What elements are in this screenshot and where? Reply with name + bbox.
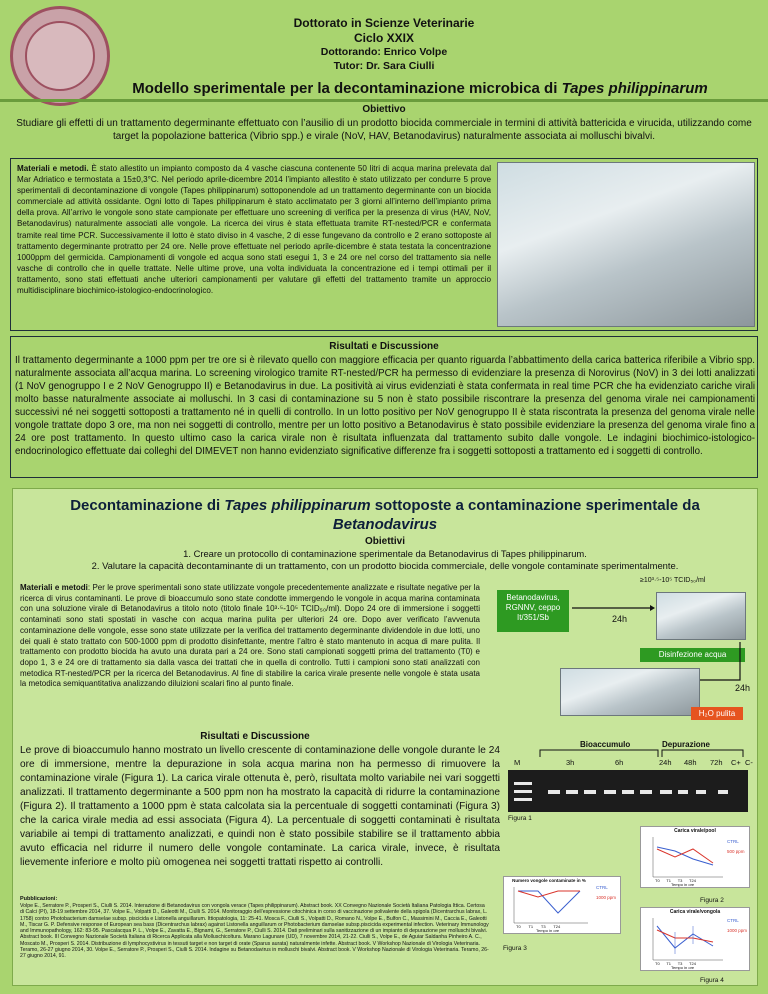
gel-brackets bbox=[538, 748, 748, 758]
results-heading: Risultati e Discussione bbox=[329, 341, 439, 352]
fig2-legend-ctrl: CTRL bbox=[727, 839, 739, 844]
bioaccumulation-photo bbox=[656, 592, 746, 640]
figure2-caption: Figura 2 bbox=[700, 897, 724, 904]
fig3-legend-ctrl: CTRL bbox=[596, 885, 608, 890]
objective-1: 1. Creare un protocollo di contaminazione sperimentale da Betanodavirus di Tapes philippinarum. bbox=[183, 548, 587, 559]
results2-text: Le prove di bioaccumulo hanno mostrato un livello crescente di contaminazione delle vongole durante le 24 ore di immersione, mentre la depurazione in sola acqua marina non ha permesso di rimuovere la contaminazione virale (Figura 1). La carica virale ottenuta è, però, risultata molto variabile nei vari soggetti analizzati. Il trattamento degerminante a 500 ppm non ha mostrato la capacità di ridurre la contaminazione (Figura 2). Il trattamento a 1000 ppm è stata calcolata sia la percentuale di soggetti contaminati (Figura 3) che la carica virale media ad essi associata (Figura 4). La percentuale di soggetti contaminati è risultata variabile ai tempi di trattamento analizzati, e quindi non è stato possibile stabilire se il trattamento abbia avuto efficacia nel ridurre il numero delle vongole contaminate. La carica virale, invece, è risultata lievemente inferiore e molto più omogenea nei soggetti trattati rispetto ai controlli. bbox=[20, 745, 500, 868]
refs-heading: Pubblicazioni: bbox=[20, 896, 58, 902]
virus-box: Betanodavirus, RGNNV, ceppo It/351/Sb bbox=[497, 590, 569, 632]
bioaccumulation-label: Bioaccumulo bbox=[580, 740, 631, 749]
fig4-xlabel: Tempo in ore bbox=[671, 965, 695, 970]
fig2-title: Carica virale/pool bbox=[674, 828, 716, 834]
titer-label: ≥10³·⁵-10⁵ TCID₅₀/ml bbox=[640, 577, 706, 584]
fig3-xlabel: Tempo in ore bbox=[536, 928, 560, 933]
tutor: Tutor: Dr. Sara Ciulli bbox=[333, 60, 435, 72]
step1-time: 24h bbox=[612, 614, 628, 624]
results-text: Il trattamento degerminante a 1000 ppm per tre ore si è rilevato quello con maggiore efficacia per quanto riguarda l’abbattimento della carica batterica riferibile a Vibrio spp. naturalmente associata all’acqua marina. Lo screening virologico tramite RT-nested/PCR ha permesso di evidenziare la presenza di Norovirus (NoV) in 3 dei lotti analizzati (1 NoV genogruppo I e 2 NoV Genogruppo II) e Betanodavirus in due. La positività ai virus evidenziati è stata confermata in real time PCR che ha evidenziato cariche virali molto basse naturalmente associate ai molluschi. In 3 casi di contaminazione su 5 non è stato possibile riscontrare la presenza del genoma virale nei campionamenti successivi né nei soggetti sottoposti a trattamento né in quelli di controllo. In un lotto positivo per NoV genogruppo II è stata riscontrata la presenza del genoma virale nelle vongole trattate dopo 3 ore, ma non nei soggetti di controllo, mentre per un lotto positivo a Betanodavirus è stato possibile evidenziare la presenza del genoma virale fino a 24 ore post trattamento. In questo ultimo caso la carica virale non è risultata influenzata dal trattamento subito dalle vongole. Le indagini biochimico-istologico-endocrinologico effettuate dai colleghi del DIMEVET non hanno evidenziato significative differenze fra i soggetti sottoposti a trattamento ed i soggetti di controllo. bbox=[15, 355, 755, 457]
fig4-x-ticks: T0 T1 T3 T24 bbox=[655, 961, 696, 966]
fig2-x-ticks: T0 T1 T3 T24 bbox=[655, 878, 696, 883]
divider bbox=[0, 99, 768, 102]
methods2-text: Materiali e metodi: Per le prove sperimentali sono state utilizzate vongole precedentemente analizzate e risultate negative per la ricerca di virus contaminanti. Le prove di bioaccumulo sono state condotte immergendo le vongole in acqua marina contaminata con una soluzione virale di Betanodavirus a titolo noto (titolo finale 10³·⁵-10⁵ TCID₅₀/ml). Dopo 24 ore di immersione i soggetti contaminati sono stati spostati in vasche con acqua marina pulita per ulteriori 24 ore. Dopo aver verificato l’avvenuta contaminazione delle vongole, esse sono state utilizzate per la verifica del trattamento degerminante dividendole in due lotti, uno dei quali è stato trattato con 500-1000 ppm di prodotto disinfettante, mentre l’altro è stato mantenuto in acqua di mare pulita. Il trattamento con prodotto biocida ha avuto una durata pari a 24 ore. Sono stati campionati soggetti prima del trattamento (T0) e dopo 1, 3 e 24 ore di trattamento sia dalla vasca dei trattati che in quella di controllo. Tutti i campioni sono stati analizzati con metodica RT-nested/PCR per la ricerca del Betanodavirus. Al fine di stabilire la carica virale presente nelle vongole è stata usata la metodica semiquantitativa analizzando diluizioni scalari fino al punto finale. bbox=[20, 583, 480, 689]
fig3-x-ticks: T0 T1 T3 T24 bbox=[516, 924, 561, 929]
fig3-legend-treated: 1000 ppm bbox=[596, 895, 617, 900]
lane-3h: 3h bbox=[566, 758, 575, 767]
fig4-title: Carica virale/vongola bbox=[669, 909, 721, 915]
figure1-caption: Figura 1 bbox=[508, 815, 532, 822]
disinfection-box: Disinfezione acqua bbox=[640, 648, 745, 662]
figure3-chart bbox=[503, 876, 621, 934]
fig4-legend-ctrl: CTRL bbox=[727, 918, 739, 923]
results-box bbox=[10, 336, 758, 478]
fig2-xlabel: Tempo in ore bbox=[671, 882, 695, 887]
fig3-title: Numero vongole contaminate in % bbox=[512, 878, 586, 883]
objectives-heading: Obiettivi bbox=[364, 536, 405, 547]
gel-lanes bbox=[506, 758, 756, 770]
fig4-legend-treated: 1000 ppm bbox=[727, 928, 748, 933]
figure2-chart bbox=[640, 826, 750, 888]
phd-student: Dottorando: Enrico Volpe bbox=[320, 46, 448, 58]
clean-water-label: H₂O pulita bbox=[691, 707, 743, 720]
clean-water-photo bbox=[560, 668, 700, 716]
cycle-label: Ciclo XXIX bbox=[353, 31, 415, 45]
lane-cpos: C+ bbox=[731, 758, 741, 767]
methods-box bbox=[10, 158, 758, 331]
objective-heading: Obiettivo bbox=[362, 104, 406, 115]
lane-48h: 48h bbox=[684, 758, 697, 767]
lane-24h: 24h bbox=[659, 758, 672, 767]
figure4-caption: Figura 4 bbox=[700, 977, 724, 984]
lane-6h: 6h bbox=[615, 758, 624, 767]
figure4-chart bbox=[640, 907, 750, 971]
figure3-caption: Figura 3 bbox=[503, 945, 527, 952]
objective-2: 2. Valutare la capacità decontaminante di un trattamento, con un prodotto biocida commerciale, delle vongole contaminate sperimentalmente. bbox=[91, 560, 679, 571]
step2-time: 24h bbox=[735, 683, 751, 693]
lane-m: M bbox=[514, 758, 521, 767]
lane-72h: 72h bbox=[710, 758, 723, 767]
section2-title: Decontaminazione di Tapes philippinarum sottoposte a contaminazione sperimentale da Betanodavirus bbox=[70, 497, 700, 533]
program-title: Dottorato in Scienze Veterinarie bbox=[293, 16, 475, 30]
lane-cneg: C- bbox=[745, 758, 753, 767]
gel-image bbox=[508, 770, 748, 812]
depuration-label: Depurazione bbox=[662, 740, 711, 749]
refs-text: Volpe E., Serratore P., Prosperi S., Ciulli S. 2014. Interazione di Betanodavirus con vongola verace (Tapes philippinarum). Abstract book. XX Convegno Nazionale Società Italiana Patologia Ittica. Certosa di Calci (PI), 18-19 settembre 2014, 37. Volpe E., Volpatti D., Galeotti M., Ciulli S. 2014. Monitoraggio dell’espressione citochinica in corso di vaccinazione polivalente della spigola (Dicentrarchus labrax, L. 1758) contro Photobacterium damselae subsp. piscicida e Listonella anguillarum. Ittiopatologia, 11: 25-41. Mosca F., Ciulli S., Volpatti D., Romano N., Volpe E., Bulfon C., Massimini M., Caccia E., Galeotti M., Tiscar G. P. Defensive response of European sea bass (Dicentrarchus labrax) against Listonella anguillarum or Photobacterium damselae subsp.piscicida experimental infection. Veterinary Immunology and Immunopathology, 162: 83-95. Pascalacqua P. L., Volpe E., Zavatta E., Bignami, G., Serratore P., Ciulli S. 2014. Dati preliminari sulla sanitizzazione di un impianto di depurazione per molluschi bivalvi. Abstract book. III Convegno Nazionale Società Italiana di Ricerca Applicata alla Molluschicoltura. Marano Lagunare (UD), 7 novembre 2014, 21-22. Ciulli S., Volpe E., de Aguiar Saldanha Pinheiro A. C., Moscato M., Prosperi S. 2014. Distribuzione di lymphocystivirus in tessuti target e non target di orate (Sparus aurata) naturalmente infette. Abstract book. V Workshop Nazionale di Virologia Veterinaria. Teramo, 26-27 giugno 2014, 30. Volpe E., Serratore P., Prosperi S., Ciulli S. 2014. Indagine su Betanodavirus in molluschi bivalvi. Abstract book. V Workshop Nazionale di Virologia Veterinaria. Teramo, 26-27 giugno 2014, 91. bbox=[20, 903, 489, 960]
results2-heading: Risultati e Discussione bbox=[200, 731, 310, 742]
tanks-photo bbox=[497, 162, 755, 327]
section1-title: Modello sperimentale per la decontaminazione microbica di Tapes philippinarum bbox=[132, 80, 708, 97]
objective-text: Studiare gli effetti di un trattamento degerminante effettuato con l’ausilio di un prodotto biocida commerciale in termini di attività battericida e virucida, utilizzando come target la popolazione batterica (Vibrio spp.) e virale (NoV, HAV, Betanodavirus) naturalmente associata ai molluschi bivalvi. bbox=[16, 118, 752, 142]
methods-text: Materiali e metodi. È stato allestito un impianto composto da 4 vasche ciascuna contenente 50 litri di acqua marina prelevata dal Mar Adriatico e termostata a 15±0,3°C. Nel periodo aprile-dicembre 2014 l’impianto allestito è stato utilizzato per condurre 5 prove sperimentali di decontaminazione di vongole (Tapes philippinarum) sottoponendole ad un trattamento degerminante con un biocida commerciale ad attività ossidante. Ogni lotto di Tapes philippinarum è stato acclimatato per 3 giorni all’interno dell’impianto prima della prova. All’arrivo le vongole sono state campionate per effettuare uno screening di verifica per la presenza di virus (HAV, NoV, Betanodavirus) naturalmente associati alle vongole. La ricerca dei virus è stata effettuata tramite RT-nested/PCR e confermata tramite real time PCR. Successivamente il lotto è stato diviso in 4 vasche, 2 di esse fungevano da controllo e 2 erano sottoposte al trattamento degerminante protratto per 24 ore. Nelle prove effettuate nel periodo aprile-dicembre è stata testata la concentrazione 1000ppm del germicida. Campionamenti di vongole ed acqua sono stati esegui 1, 3 e 24 ore nel corso del trattamento sia nelle vasche di controllo che in quelle trattate. Nelle ultime prove, una volta individuata la concentrazione ed i tempi ottimali per il trattamento, sono stati effettuati anche ulteriori campionamenti per valutare gli effetti del trattamento tramite un approccio multidisciplinare biochimico-istologico-endocrinologico. bbox=[17, 164, 491, 296]
fig2-legend-treated: 500 ppm bbox=[727, 849, 745, 854]
